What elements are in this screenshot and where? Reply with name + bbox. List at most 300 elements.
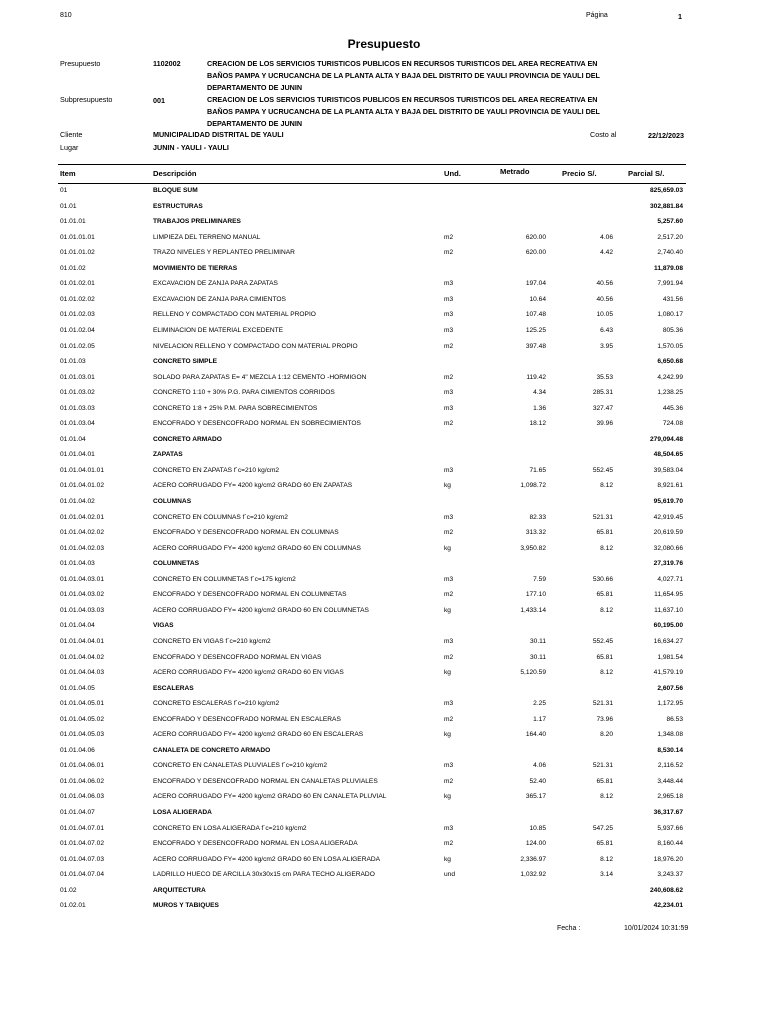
cell-item: 01.01.04.07.02 bbox=[60, 840, 104, 848]
cell-description: CONCRETO EN COLUMNETAS f´c=175 kg/cm2 bbox=[153, 575, 296, 583]
table-row bbox=[0, 542, 768, 557]
cell-unit: m2 bbox=[444, 777, 454, 785]
cell-precio: 3.95 bbox=[600, 342, 613, 350]
cell-precio: 285.31 bbox=[592, 389, 613, 397]
cell-item: 01.01.04.04 bbox=[60, 622, 95, 630]
cell-parcial: 240,608.62 bbox=[649, 886, 683, 894]
cell-parcial: 1,570.05 bbox=[657, 342, 683, 350]
cell-metrado: 1,098.72 bbox=[520, 482, 546, 490]
cell-item: 01.01.04.07 bbox=[60, 809, 95, 816]
cell-item: 01.01.04.06.01 bbox=[60, 762, 104, 770]
cell-item: 01.01.04.06.03 bbox=[60, 793, 104, 801]
cell-metrado: 164.40 bbox=[525, 731, 546, 739]
cell-precio: 65.81 bbox=[596, 529, 613, 537]
cell-unit: m2 bbox=[444, 529, 454, 537]
cell-parcial: 2,965.18 bbox=[657, 793, 683, 801]
cell-parcial: 445.36 bbox=[662, 404, 683, 412]
cell-description: ENCOFRADO Y DESENCOFRADO NORMAL EN ESCALERAS bbox=[153, 715, 341, 723]
table-group-row bbox=[0, 262, 768, 277]
cell-description: ZAPATAS bbox=[153, 451, 183, 459]
cell-parcial: 2,517.20 bbox=[657, 233, 683, 241]
cell-item: 01.01.04.07.04 bbox=[60, 871, 104, 879]
cell-metrado: 313.32 bbox=[525, 529, 546, 537]
cell-item: 01.01.01.01 bbox=[60, 233, 95, 241]
cell-precio: 552.45 bbox=[592, 637, 613, 645]
table-row bbox=[0, 604, 768, 619]
cell-precio: 8.20 bbox=[600, 731, 613, 739]
cell-parcial: 1,981.54 bbox=[657, 653, 683, 661]
cell-unit: m3 bbox=[444, 762, 454, 770]
cell-description: CANALETA DE CONCRETO ARMADO bbox=[153, 746, 271, 754]
table-row bbox=[0, 464, 768, 479]
cell-parcial: 8,921.61 bbox=[657, 482, 683, 490]
page-number: 1 bbox=[678, 12, 682, 21]
cell-precio: 39.96 bbox=[596, 420, 613, 428]
cell-metrado: 397.48 bbox=[525, 342, 546, 350]
cell-description: BLOQUE SUM bbox=[153, 187, 198, 194]
cell-description: ACERO CORRUGADO FY= 4200 kg/cm2 GRADO 60 EN ZAPATAS bbox=[153, 482, 353, 490]
cell-description: LOSA ALIGERADA bbox=[153, 809, 212, 816]
cell-description: ESTRUCTURAS bbox=[153, 202, 203, 210]
cell-parcial: 1,348.08 bbox=[657, 731, 683, 739]
cell-description: ACERO CORRUGADO FY= 4200 kg/cm2 GRADO 60 EN COLUMNETAS bbox=[153, 606, 369, 614]
table-row bbox=[0, 231, 768, 246]
cell-metrado: 4.06 bbox=[533, 762, 546, 770]
table-row bbox=[0, 651, 768, 666]
cell-parcial: 2,740.40 bbox=[657, 249, 683, 257]
cell-item: 01.01 bbox=[60, 202, 77, 210]
cell-unit: m2 bbox=[444, 342, 454, 350]
cell-item: 01.01.03.02 bbox=[60, 389, 95, 397]
cell-precio: 547.25 bbox=[592, 824, 613, 832]
cell-unit: kg bbox=[444, 544, 451, 552]
cell-description: EXCAVACION DE ZANJA PARA ZAPATAS bbox=[153, 280, 278, 288]
budget-description-line: BAÑOS PAMPA Y UCRUCANCHA DE LA PLANTA ALTA Y BAJA DEL DISTRITO DE YAULI PROVINCIA DE YAULI DEL bbox=[207, 71, 600, 80]
table-row bbox=[0, 293, 768, 308]
col-header-item: Item bbox=[60, 169, 76, 178]
cell-metrado: 1,032.92 bbox=[520, 871, 546, 879]
cell-item: 01.01.04.04.03 bbox=[60, 669, 104, 677]
table-row bbox=[0, 666, 768, 681]
cell-description: RELLENO Y COMPACTADO CON MATERIAL PROPIO bbox=[153, 311, 316, 319]
cell-item: 01.01.04.02 bbox=[60, 498, 95, 505]
table-row bbox=[0, 246, 768, 261]
cell-description: CONCRETO 1:10 + 30% P.G. PARA CIMIENTOS CORRIDOS bbox=[153, 389, 335, 397]
budget-code: 1102002 bbox=[153, 59, 181, 68]
cell-item: 01.01.04.01 bbox=[60, 451, 95, 459]
cell-item: 01.01.04.04.01 bbox=[60, 637, 104, 645]
cell-metrado: 4.34 bbox=[533, 389, 546, 397]
cell-item: 01.01.04.04.02 bbox=[60, 653, 104, 661]
table-group-row bbox=[0, 448, 768, 463]
cell-precio: 65.81 bbox=[596, 591, 613, 599]
cell-description: ACERO CORRUGADO FY= 4200 kg/cm2 GRADO 60 EN ESCALERAS bbox=[153, 731, 364, 739]
cell-parcial: 4,242.99 bbox=[657, 373, 683, 381]
place-value: JUNIN - YAULI - YAULI bbox=[153, 143, 229, 152]
cell-item: 01.01.04.03.03 bbox=[60, 606, 104, 614]
table-row bbox=[0, 371, 768, 386]
cell-description: CONCRETO EN COLUMNAS f´c=210 kg/cm2 bbox=[153, 513, 288, 521]
table-row bbox=[0, 868, 768, 883]
footer-date-label: Fecha : bbox=[557, 925, 581, 932]
cell-parcial: 39,583.04 bbox=[653, 466, 683, 474]
cell-metrado: 620.00 bbox=[525, 249, 546, 257]
cell-precio: 3.14 bbox=[600, 871, 613, 879]
cell-parcial: 279,094.48 bbox=[649, 435, 683, 443]
cell-unit: m2 bbox=[444, 840, 454, 848]
cell-item: 01.01.04.03.02 bbox=[60, 591, 104, 599]
cell-metrado: 119.42 bbox=[526, 373, 546, 381]
cell-parcial: 95,619.70 bbox=[653, 498, 683, 505]
cell-parcial: 2,607.56 bbox=[657, 684, 683, 692]
table-row bbox=[0, 277, 768, 292]
cell-unit: kg bbox=[444, 855, 451, 863]
col-header-parcial: Parcial S/. bbox=[628, 169, 665, 178]
cell-unit: m2 bbox=[444, 373, 454, 381]
cell-metrado: 1,433.14 bbox=[520, 606, 546, 614]
cell-precio: 8.12 bbox=[600, 482, 613, 490]
cell-description: ELIMINACION DE MATERIAL EXCEDENTE bbox=[153, 326, 284, 334]
table-row bbox=[0, 822, 768, 837]
cell-item: 01.01.04.01.02 bbox=[60, 482, 104, 490]
cell-parcial: 1,172.95 bbox=[657, 700, 683, 708]
table-group-row bbox=[0, 806, 768, 821]
cell-parcial: 3,243.37 bbox=[657, 871, 683, 879]
cell-description: CONCRETO EN VIGAS f´c=210 kg/cm2 bbox=[153, 637, 271, 645]
table-row bbox=[0, 697, 768, 712]
cell-description: CONCRETO SIMPLE bbox=[153, 358, 217, 366]
cell-description: ACERO CORRUGADO FY= 4200 kg/cm2 GRADO 60 EN LOSA ALIGERADA bbox=[153, 855, 381, 863]
cell-parcial: 32,080.66 bbox=[653, 544, 683, 552]
cell-parcial: 2,116.52 bbox=[657, 762, 683, 770]
table-group-row bbox=[0, 884, 768, 899]
cell-description: TRAZO NIVELES Y REPLANTEO PRELIMINAR bbox=[153, 249, 295, 257]
table-row bbox=[0, 340, 768, 355]
cell-parcial: 86.53 bbox=[666, 715, 683, 723]
cell-parcial: 7,991.94 bbox=[657, 280, 683, 288]
page-code: 810 bbox=[60, 12, 72, 19]
cell-metrado: 3,950.82 bbox=[520, 544, 546, 552]
cell-description: ENCOFRADO Y DESENCOFRADO NORMAL EN COLUMNAS bbox=[153, 529, 339, 537]
cell-item: 01.01.03 bbox=[60, 358, 86, 366]
subbudget-label: Subpresupuesto bbox=[60, 95, 113, 104]
table-row bbox=[0, 837, 768, 852]
cell-metrado: 2.25 bbox=[533, 700, 546, 708]
table-group-row bbox=[0, 200, 768, 215]
cell-description: LIMPIEZA DEL TERRENO MANUAL bbox=[153, 233, 261, 241]
cell-parcial: 302,881.84 bbox=[649, 202, 683, 210]
cell-unit: m3 bbox=[444, 280, 454, 288]
table-group-row bbox=[0, 682, 768, 697]
cell-unit: kg bbox=[444, 793, 451, 801]
table-row bbox=[0, 775, 768, 790]
cell-metrado: 30.11 bbox=[529, 653, 546, 661]
cell-parcial: 825,659.03 bbox=[649, 187, 683, 194]
cell-precio: 530.66 bbox=[592, 575, 613, 583]
table-row bbox=[0, 635, 768, 650]
cell-precio: 327.47 bbox=[592, 404, 613, 412]
cell-precio: 4.42 bbox=[600, 249, 613, 257]
col-header-description: Descripción bbox=[153, 169, 197, 178]
cell-parcial: 36,317.67 bbox=[653, 809, 683, 816]
cell-item: 01.02 bbox=[60, 886, 77, 894]
subbudget-description-line: BAÑOS PAMPA Y UCRUCANCHA DE LA PLANTA ALTA Y BAJA DEL DISTRITO DE YAULI PROVINCIA DE YAULI DEL bbox=[207, 107, 600, 116]
table-row bbox=[0, 790, 768, 805]
cell-description: MOVIMIENTO DE TIERRAS bbox=[153, 264, 238, 272]
cell-description: CONCRETO EN LOSA ALIGERADA f´c=210 kg/cm2 bbox=[153, 824, 307, 832]
table-row bbox=[0, 479, 768, 494]
cell-parcial: 42,234.01 bbox=[653, 902, 683, 910]
cell-precio: 10.05 bbox=[596, 311, 613, 319]
cell-unit: kg bbox=[444, 669, 451, 677]
cell-description: COLUMNETAS bbox=[153, 560, 200, 568]
cell-parcial: 16,634.27 bbox=[653, 637, 683, 645]
cell-precio: 65.81 bbox=[596, 777, 613, 785]
cell-parcial: 27,319.76 bbox=[653, 560, 683, 568]
cell-parcial: 1,238.25 bbox=[657, 389, 683, 397]
cell-parcial: 4,027.71 bbox=[657, 575, 683, 583]
table-group-row bbox=[0, 899, 768, 914]
cell-metrado: 10.85 bbox=[529, 824, 546, 832]
cell-unit: m3 bbox=[444, 700, 454, 708]
cell-item: 01.01.04.07.03 bbox=[60, 855, 104, 863]
table-row bbox=[0, 308, 768, 323]
table-row bbox=[0, 511, 768, 526]
cell-unit: m2 bbox=[444, 233, 454, 241]
col-header-unit: Und. bbox=[444, 169, 461, 178]
cell-parcial: 42,919.45 bbox=[653, 513, 683, 521]
cost-label: Costo al bbox=[590, 130, 617, 139]
cell-precio: 65.81 bbox=[596, 653, 613, 661]
cell-description: MUROS Y TABIQUES bbox=[153, 902, 219, 910]
cell-unit: kg bbox=[444, 606, 451, 614]
cell-unit: m2 bbox=[444, 715, 454, 723]
cell-description: ENCOFRADO Y DESENCOFRADO NORMAL EN COLUMNETAS bbox=[153, 591, 347, 599]
cell-item: 01.01.04.05.02 bbox=[60, 715, 104, 723]
cell-unit: kg bbox=[444, 482, 451, 490]
cell-unit: m2 bbox=[444, 591, 454, 599]
table-row bbox=[0, 402, 768, 417]
cell-parcial: 3,448.44 bbox=[657, 777, 683, 785]
cell-parcial: 5,937.66 bbox=[657, 824, 683, 832]
cell-unit: m3 bbox=[444, 513, 454, 521]
cell-precio: 6.43 bbox=[600, 326, 613, 334]
cell-description: CONCRETO EN CANALETAS PLUVIALES f´c=210 kg/cm2 bbox=[153, 762, 327, 770]
cell-item: 01.01.04.02.01 bbox=[60, 513, 104, 521]
cell-metrado: 10.64 bbox=[529, 295, 546, 303]
cell-precio: 40.56 bbox=[596, 295, 613, 303]
cell-item: 01.01.04.03 bbox=[60, 560, 95, 568]
cell-item: 01.01.02 bbox=[60, 264, 86, 272]
table-group-row bbox=[0, 215, 768, 230]
page-label: Página bbox=[586, 12, 608, 19]
table-row bbox=[0, 324, 768, 339]
cell-item: 01.01.03.01 bbox=[60, 373, 95, 381]
cell-item: 01 bbox=[60, 187, 68, 194]
cell-description: ESCALERAS bbox=[153, 684, 194, 692]
cell-description: VIGAS bbox=[153, 622, 174, 630]
cell-item: 01.01.04.02.02 bbox=[60, 529, 104, 537]
table-row bbox=[0, 728, 768, 743]
cell-description: LADRILLO HUECO DE ARCILLA 30x30x15 cm PARA TECHO ALIGERADO bbox=[153, 871, 375, 879]
cell-unit: m3 bbox=[444, 575, 454, 583]
col-header-metrado: Metrado bbox=[500, 167, 530, 176]
cell-metrado: 1.17 bbox=[533, 715, 546, 723]
cell-item: 01.02.01 bbox=[60, 902, 86, 910]
cell-precio: 8.12 bbox=[600, 855, 613, 863]
cell-parcial: 41,579.19 bbox=[653, 669, 683, 677]
cell-metrado: 7.59 bbox=[533, 575, 546, 583]
cell-metrado: 125.25 bbox=[525, 326, 546, 334]
subbudget-description bbox=[207, 94, 627, 130]
place-label: Lugar bbox=[60, 143, 79, 152]
cell-precio: 521.31 bbox=[592, 513, 613, 521]
cell-description: CONCRETO ESCALERAS f´c=210 kg/cm2 bbox=[153, 700, 280, 708]
cell-unit: m3 bbox=[444, 824, 454, 832]
cell-parcial: 11,879.08 bbox=[654, 264, 683, 272]
table-row bbox=[0, 573, 768, 588]
table-group-row bbox=[0, 557, 768, 572]
cell-parcial: 20,619.59 bbox=[653, 529, 683, 537]
cell-item: 01.01.04.05 bbox=[60, 684, 95, 692]
cell-item: 01.01.02.01 bbox=[60, 280, 95, 288]
cell-unit: m2 bbox=[444, 249, 454, 257]
client-value: MUNICIPALIDAD DISTRITAL DE YAULI bbox=[153, 130, 284, 139]
client-label: Cliente bbox=[60, 130, 83, 139]
budget-description-line: DEPARTAMENTO DE JUNIN bbox=[207, 83, 303, 92]
cell-precio: 4.06 bbox=[600, 233, 613, 241]
cell-parcial: 18,976.20 bbox=[653, 855, 683, 863]
cell-unit: m3 bbox=[444, 311, 454, 319]
cell-description: CONCRETO EN ZAPATAS f´c=210 kg/cm2 bbox=[153, 466, 280, 474]
cell-item: 01.01.04.03.01 bbox=[60, 575, 104, 583]
cell-item: 01.01.02.03 bbox=[60, 311, 95, 319]
cell-metrado: 177.10 bbox=[525, 591, 546, 599]
cell-precio: 521.31 bbox=[592, 762, 613, 770]
cell-item: 01.01.03.04 bbox=[60, 420, 95, 428]
table-row bbox=[0, 713, 768, 728]
table-group-row bbox=[0, 744, 768, 759]
cell-unit: m3 bbox=[444, 326, 454, 334]
cell-precio: 8.12 bbox=[600, 544, 613, 552]
table-row bbox=[0, 526, 768, 541]
cell-parcial: 805.36 bbox=[662, 326, 683, 334]
cell-unit: m3 bbox=[444, 466, 454, 474]
cell-item: 01.01.02.04 bbox=[60, 326, 95, 334]
cell-unit: kg bbox=[444, 731, 451, 739]
table-group-row bbox=[0, 433, 768, 448]
cell-unit: und bbox=[444, 871, 456, 879]
cell-parcial: 60,195.00 bbox=[653, 622, 683, 630]
cell-parcial: 11,637.10 bbox=[654, 606, 683, 614]
cell-metrado: 52.40 bbox=[529, 777, 546, 785]
cell-precio: 552.45 bbox=[592, 466, 613, 474]
cell-item: 01.01.02.05 bbox=[60, 342, 95, 350]
cell-description: ACERO CORRUGADO FY= 4200 kg/cm2 GRADO 60 EN VIGAS bbox=[153, 669, 344, 677]
budget-label: Presupuesto bbox=[60, 59, 101, 68]
cell-description: CONCRETO ARMADO bbox=[153, 435, 222, 443]
col-header-precio: Precio S/. bbox=[562, 169, 597, 178]
cell-metrado: 18.12 bbox=[529, 420, 546, 428]
cell-parcial: 6,650.68 bbox=[657, 358, 683, 366]
cell-item: 01.01.04 bbox=[60, 435, 86, 443]
cell-metrado: 197.04 bbox=[525, 280, 546, 288]
cell-metrado: 2,336.97 bbox=[520, 855, 546, 863]
cell-description: EXCAVACION DE ZANJA PARA CIMIENTOS bbox=[153, 295, 286, 303]
cell-parcial: 11,654.95 bbox=[654, 591, 683, 599]
cell-precio: 8.12 bbox=[600, 606, 613, 614]
cell-metrado: 82.33 bbox=[529, 513, 546, 521]
table-group-row bbox=[0, 619, 768, 634]
cell-parcial: 1,080.17 bbox=[657, 311, 683, 319]
cell-description: ENCOFRADO Y DESENCOFRADO NORMAL EN LOSA ALIGERADA bbox=[153, 840, 358, 848]
cell-description: NIVELACION RELLENO Y COMPACTADO CON MATERIAL PROPIO bbox=[153, 342, 358, 350]
cell-precio: 8.12 bbox=[600, 669, 613, 677]
cell-unit: m3 bbox=[444, 295, 454, 303]
table-header bbox=[58, 164, 686, 184]
cell-precio: 8.12 bbox=[600, 793, 613, 801]
cell-parcial: 8,160.44 bbox=[657, 840, 683, 848]
cell-description: ENCOFRADO Y DESENCOFRADO NORMAL EN CANALETAS PLUVIALES bbox=[153, 777, 378, 785]
table-row bbox=[0, 759, 768, 774]
cell-item: 01.01.01 bbox=[60, 218, 86, 226]
cell-item: 01.01.04.01.01 bbox=[60, 466, 104, 474]
cell-metrado: 5,120.59 bbox=[520, 669, 546, 677]
cell-metrado: 71.65 bbox=[529, 466, 546, 474]
table-row bbox=[0, 417, 768, 432]
cell-description: SOLADO PARA ZAPATAS E= 4" MEZCLA 1:12 CEMENTO -HORMIGON bbox=[153, 373, 367, 381]
cell-metrado: 30.11 bbox=[529, 637, 546, 645]
table-group-row bbox=[0, 495, 768, 510]
cell-item: 01.01.02.02 bbox=[60, 295, 95, 303]
cell-item: 01.01.04.02.03 bbox=[60, 544, 104, 552]
cell-item: 01.01.04.05.03 bbox=[60, 731, 104, 739]
cell-precio: 521.31 bbox=[592, 700, 613, 708]
subbudget-description-line: DEPARTAMENTO DE JUNIN bbox=[207, 119, 303, 128]
table-group-row bbox=[0, 184, 768, 199]
footer-date-value: 10/01/2024 10:31:59 bbox=[624, 925, 689, 932]
subbudget-code: 001 bbox=[153, 96, 165, 105]
cell-item: 01.01.04.05.01 bbox=[60, 700, 104, 708]
cell-description: ENCOFRADO Y DESENCOFRADO NORMAL EN SOBRECIMIENTOS bbox=[153, 420, 361, 428]
cell-parcial: 48,504.65 bbox=[653, 451, 683, 459]
cell-item: 01.01.04.06.02 bbox=[60, 777, 104, 785]
cell-parcial: 724.08 bbox=[662, 420, 683, 428]
table-group-row bbox=[0, 355, 768, 370]
cell-description: TRABAJOS PRELIMINARES bbox=[153, 218, 241, 226]
cell-precio: 65.81 bbox=[596, 840, 613, 848]
cell-item: 01.01.03.03 bbox=[60, 404, 95, 412]
cell-description: ENCOFRADO Y DESENCOFRADO NORMAL EN VIGAS bbox=[153, 653, 322, 661]
cell-description: COLUMNAS bbox=[153, 498, 192, 505]
cell-item: 01.01.04.07.01 bbox=[60, 824, 104, 832]
subbudget-description-line: CREACION DE LOS SERVICIOS TURISTICOS PUBLICOS EN RECURSOS TURISTICOS DEL AREA RECREATIVA EN bbox=[207, 95, 598, 104]
cell-metrado: 107.48 bbox=[525, 311, 546, 319]
cell-unit: m3 bbox=[444, 404, 454, 412]
table-row bbox=[0, 386, 768, 401]
cost-date: 22/12/2023 bbox=[648, 131, 684, 140]
budget-description-line: CREACION DE LOS SERVICIOS TURISTICOS PUBLICOS EN RECURSOS TURISTICOS DEL AREA RECREATIVA EN bbox=[207, 59, 598, 68]
cell-parcial: 5,257.60 bbox=[657, 218, 683, 226]
cell-metrado: 620.00 bbox=[525, 233, 546, 241]
cell-item: 01.01.01.02 bbox=[60, 249, 95, 257]
cell-description: ARQUITECTURA bbox=[153, 886, 206, 894]
cell-parcial: 8,530.14 bbox=[657, 746, 683, 754]
table-row bbox=[0, 588, 768, 603]
cell-unit: m2 bbox=[444, 420, 454, 428]
cell-item: 01.01.04.06 bbox=[60, 746, 95, 754]
cell-unit: m2 bbox=[444, 653, 454, 661]
